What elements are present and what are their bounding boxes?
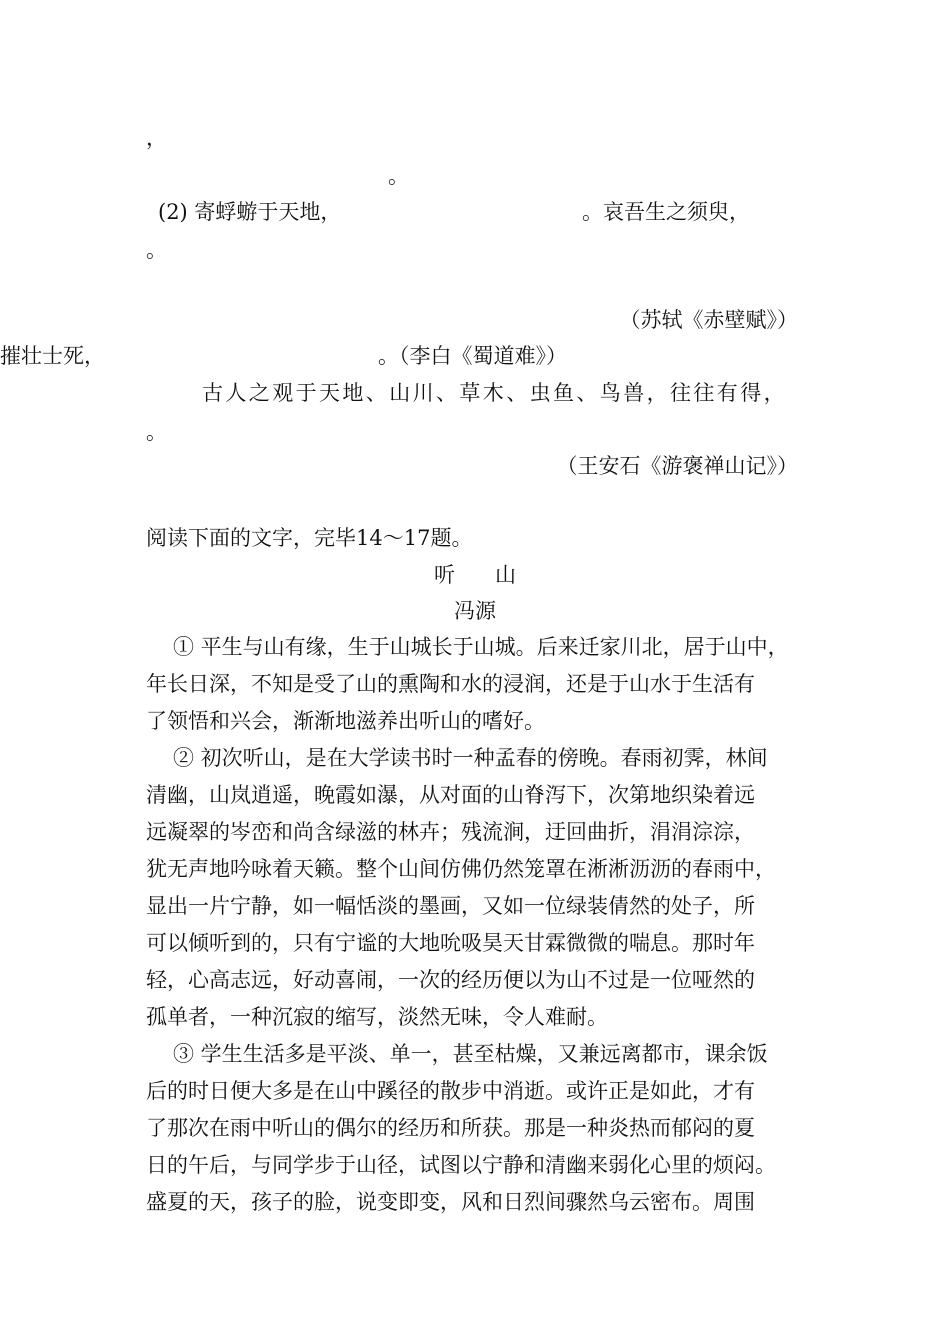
body-line: 孤单者，一种沉寂的缩写，淡然无味，令人难耐。 bbox=[146, 1005, 608, 1029]
body-line: 日的午后，与同学步于山径，试图以宁静和清幽来弱化心里的烦闷。 bbox=[146, 1153, 776, 1177]
body-line: ③ 学生生活多是平淡、单一，甚至枯燥，又兼远离都市，课余饭 bbox=[173, 1042, 768, 1066]
body-line: 远凝翠的岑峦和尚含绿滋的林卉；残流涧，迂回曲折，涓涓淙淙， bbox=[146, 820, 755, 844]
body-line: 盛夏的天，孩子的脸，说变即变，风和日烈间骤然乌云密布。周围 bbox=[146, 1190, 755, 1214]
body-line: 轻，心高志远，好动喜闹，一次的经历便以为山不过是一位哑然的 bbox=[146, 968, 755, 992]
attribution-sushi: （苏轼《赤壁赋》） bbox=[619, 308, 798, 332]
item2-part2: 。哀吾生之须臾， bbox=[582, 200, 750, 224]
attribution-wang: （王安石《游褒禅山记》） bbox=[556, 454, 798, 478]
body-line: 犹无声地吟咏着天籁。整个山间仿佛仍然笼罩在淅淅沥沥的春雨中， bbox=[146, 857, 776, 881]
libai-part1: 摧壮士死， bbox=[0, 344, 105, 368]
libai-part2: 。（李白《蜀道难》） bbox=[378, 344, 567, 368]
reading-instruction: 阅读下面的文字，完毕14～17题。 bbox=[146, 526, 473, 550]
article-author: 冯源 bbox=[454, 599, 496, 623]
item2-period: 。 bbox=[146, 238, 167, 262]
body-line: 年长日深，不知是受了山的熏陶和水的浸润，还是于山水于生活有 bbox=[146, 672, 755, 696]
body-line: 可以倾听到的，只有宁谧的大地吮吸昊天甘霖微微的喘息。那时年 bbox=[146, 931, 755, 955]
wang-line2: 。 bbox=[146, 420, 167, 444]
body-line: 了领悟和兴会，渐渐地滋养出听山的嗜好。 bbox=[146, 709, 545, 733]
body-line: 显出一片宁静，如一幅恬淡的墨画，又如一位绿装倩然的处子，所 bbox=[146, 894, 755, 918]
body-line: 了那次在雨中听山的偶尔的经历和所获。那是一种炎热而郁闷的夏 bbox=[146, 1116, 755, 1140]
body-line: ② 初次听山，是在大学读书时一种孟春的傍晚。春雨初霁，林间 bbox=[173, 746, 768, 770]
item2-part1: (2) 寄蜉蝣于天地， bbox=[158, 200, 342, 224]
wang-line1: 古人之观于天地、山川、草木、虫鱼、鸟兽，往往有得， bbox=[202, 381, 787, 405]
blank-fragment-period: 。 bbox=[388, 164, 409, 188]
blank-fragment-comma: ， bbox=[146, 126, 167, 150]
article-title: 听山 bbox=[434, 563, 556, 587]
body-line: ① 平生与山有缘，生于山城长于山城。后来迁家川北，居于山中， bbox=[173, 635, 789, 659]
body-line: 清幽，山岚逍遥，晚霞如瀑，从对面的山脊泻下，次第地织染着远 bbox=[146, 783, 755, 807]
body-line: 后的时日便大多是在山中蹊径的散步中消逝。或许正是如此，才有 bbox=[146, 1079, 755, 1103]
